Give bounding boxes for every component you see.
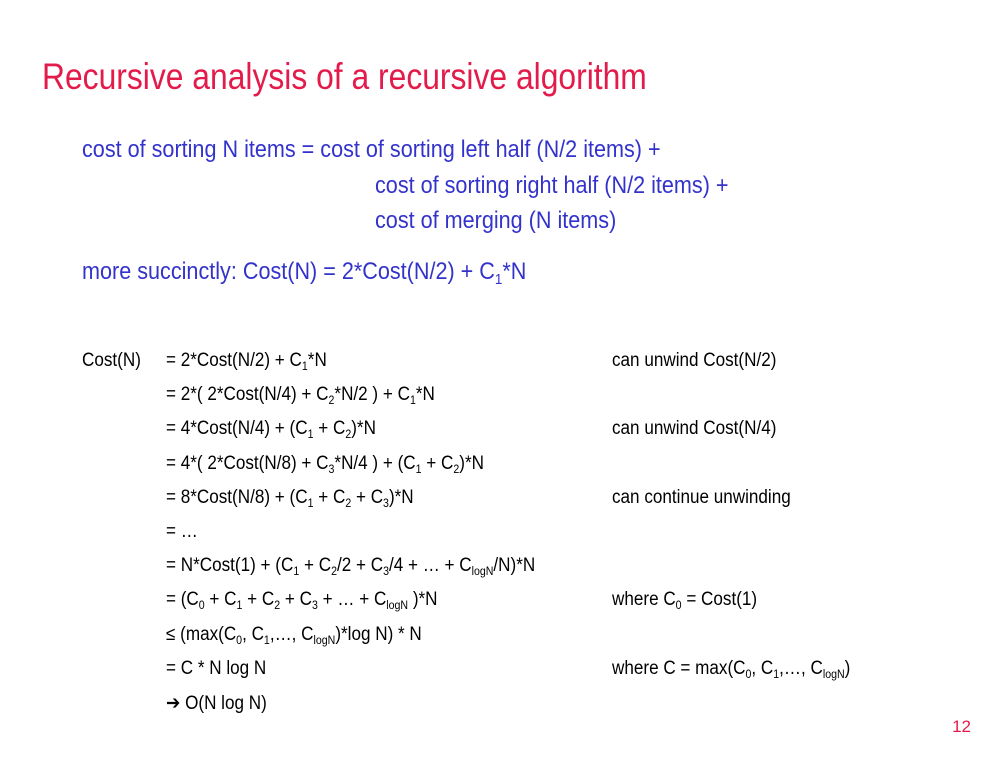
derivation-step: = ($C_0 + C_1 + C_2 + C_3$ + … + $C_{logN}$ )*N [166,589,438,613]
page-number: 12 [952,717,971,736]
derivation-note: can unwind Cost(N/2) [612,350,777,371]
derivation-lhs: Cost(N) [82,350,141,371]
derivation-step: = 4*Cost(N/4) + $(C_1 + C_2)*N$ [166,418,376,442]
intro-line-2: cost of sorting right half (N/2 items) + [375,172,729,199]
derivation-note: where $C_0$ = Cost(1) [612,589,758,613]
derivation-step: = 2*( 2*Cost(N/4) + $C_2*N/2$ ) + $C_1*N$ [166,384,435,408]
intro-line-3: cost of merging (N items) [375,207,617,234]
derivation-note: can unwind Cost(N/4) [612,418,777,440]
succinct-suffix: *N [502,258,527,285]
derivation-step: = … [166,521,198,542]
derivation-step: = N*Cost(1) + ($C_1 + C_2/2 + C_3/4$ + … + $C_{logN}/N)*N$ [166,555,536,579]
derivation-step: ➔ O(N log N) [166,693,267,714]
slide-title: Recursive analysis of a recursive algorithm [42,56,647,97]
succinct-formula [82,258,527,289]
derivation-step: = 2*Cost(N/2) + $C_1*N$ [166,350,327,374]
derivation-step: = 4*( 2*Cost(N/8) + $C_3*N/4$ ) + $(C_1 + C_2)*N$ [166,452,484,476]
derivation-step: ≤ ($\max(C_0$, $C_1,\dots$, $C_{logN})*\log$ N) * N [166,623,422,647]
succinct-subscript: 1 [494,272,503,289]
succinct-prefix: more succinctly: Cost(N) = 2*Cost(N/2) + C [82,258,495,285]
derivation-note: where $C = \max(C_0$, $C_1,\dots$, $C_{logN}$) [612,657,851,681]
derivation-step: = 8*Cost(N/8) + $(C_1 + C_2 + C_3)*N$ [166,486,414,510]
intro-line-1: cost of sorting N items = cost of sorting left half (N/2 items) + [82,136,661,163]
derivation-step: = C * N log N [166,657,267,679]
derivation-note: can continue unwinding [612,486,791,508]
